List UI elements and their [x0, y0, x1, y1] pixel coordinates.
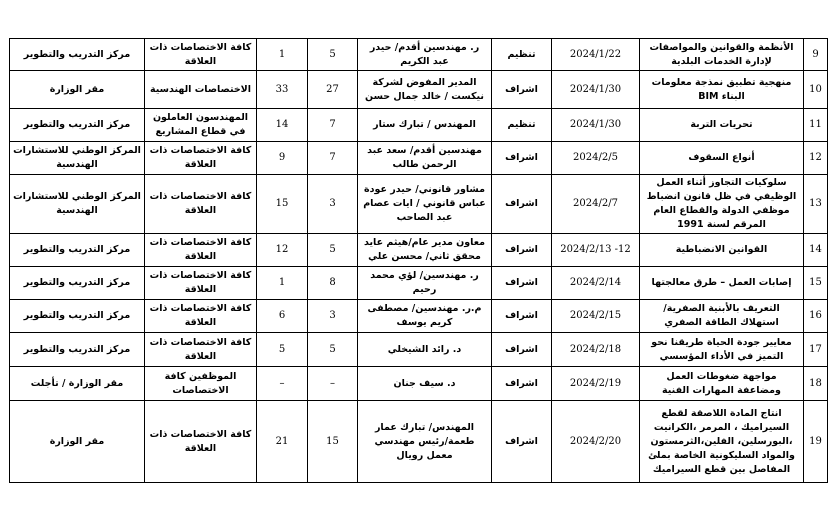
course-days: 5 — [308, 333, 358, 367]
course-date: 2024/1/30 — [552, 71, 640, 109]
row-number: 10 — [804, 71, 828, 109]
course-title: منهجية تطبيق نمذجة معلومات البناء BIM — [640, 71, 804, 109]
target-group: المهندسون العاملون في قطاع المشاريع — [145, 109, 257, 142]
course-date: 2024/1/22 — [552, 39, 640, 71]
course-date: 2024/2/7 — [552, 175, 640, 234]
course-days: 7 — [308, 109, 358, 142]
target-group: كافة الاختصاصات ذات العلاقة — [145, 39, 257, 71]
row-number: 13 — [804, 175, 828, 234]
target-group: كافة الاختصاصات ذات العلاقة — [145, 401, 257, 483]
course-date: 2024/2/20 — [552, 401, 640, 483]
target-group: كافة الاختصاصات ذات العلاقة — [145, 333, 257, 367]
course-title: انتاج المادة اللاصقة لقطع السيراميك ، المرمر ،الكرانيت ،البورسلين، الفلين،الثرمستون والمواد السليكونية الخاصة بملئ المفاصل بين قطع السيراميك — [640, 401, 804, 483]
course-date: 2024/2/18 — [552, 333, 640, 367]
table-row — [10, 175, 828, 234]
training-schedule-table — [9, 38, 828, 483]
course-lecturer: مهندسين أقدم/ سعد عبد الرحمن طالب — [358, 142, 492, 175]
row-number: 12 — [804, 142, 828, 175]
row-number: 14 — [804, 234, 828, 267]
course-title: القوانين الانضباطية — [640, 234, 804, 267]
table-row — [10, 300, 828, 333]
course-title: إصابات العمل – طرق معالجتها — [640, 267, 804, 300]
target-group: كافة الاختصاصات ذات العلاقة — [145, 300, 257, 333]
participant-count: 9 — [257, 142, 308, 175]
target-group: الموظفين كافة الاختصاصات — [145, 367, 257, 401]
course-days: 3 — [308, 175, 358, 234]
course-location: مركز التدريب والتطوير — [10, 333, 145, 367]
course-date: 2024/2/14 — [552, 267, 640, 300]
course-location: مركز التدريب والتطوير — [10, 234, 145, 267]
course-date: 2024/1/30 — [552, 109, 640, 142]
participant-count: 1 — [257, 267, 308, 300]
course-location: مقر الوزارة — [10, 401, 145, 483]
course-days: 7 — [308, 142, 358, 175]
course-lecturer: ر. مهندسين/ لؤي محمد رحيم — [358, 267, 492, 300]
participant-count: 14 — [257, 109, 308, 142]
course-date: 2024/2/19 — [552, 367, 640, 401]
course-location: مركز التدريب والتطوير — [10, 300, 145, 333]
course-title: أنواع السقوف — [640, 142, 804, 175]
course-lecturer: معاون مدير عام/هيثم عايد محقق ثاني/ محسن علي — [358, 234, 492, 267]
course-days: 3 — [308, 300, 358, 333]
course-location: مركز التدريب والتطوير — [10, 39, 145, 71]
table-row — [10, 109, 828, 142]
participant-count: 33 — [257, 71, 308, 109]
course-type: اشراف — [492, 300, 552, 333]
course-title: تحريات التربة — [640, 109, 804, 142]
course-days: 27 — [308, 71, 358, 109]
course-lecturer: المهندس/ تبارك عمار طعمة/رئيس مهندسي معمل رويال — [358, 401, 492, 483]
course-type: تنظيم — [492, 109, 552, 142]
table-row — [10, 39, 828, 71]
participant-count: – — [257, 367, 308, 401]
target-group: كافة الاختصاصات ذات العلاقة — [145, 267, 257, 300]
row-number: 15 — [804, 267, 828, 300]
row-number: 19 — [804, 401, 828, 483]
row-number: 18 — [804, 367, 828, 401]
course-type: اشراف — [492, 175, 552, 234]
course-title: معايير جودة الحياة طريقنا نحو التميز في الأداء المؤسسي — [640, 333, 804, 367]
course-lecturer: المهندس / تبارك ستار — [358, 109, 492, 142]
participant-count: 21 — [257, 401, 308, 483]
table-row — [10, 71, 828, 109]
course-days: 5 — [308, 39, 358, 71]
course-location: مقر الوزارة — [10, 71, 145, 109]
course-location: المركز الوطني للاستشارات الهندسية — [10, 142, 145, 175]
course-date: 2024/2/5 — [552, 142, 640, 175]
course-title: الأنظمة والقوانين والمواصفات لإدارة الخدمات البلدية — [640, 39, 804, 71]
course-title: مواجهة ضغوطات العمل ومضاعفة المهارات الفنية — [640, 367, 804, 401]
target-group: كافة الاختصاصات ذات العلاقة — [145, 234, 257, 267]
document-page — [9, 38, 827, 483]
course-location: مركز التدريب والتطوير — [10, 267, 145, 300]
course-lecturer: ر. مهندسين أقدم/ حيدر عبد الكريم — [358, 39, 492, 71]
target-group: كافة الاختصاصات ذات العلاقة — [145, 142, 257, 175]
participant-count: 5 — [257, 333, 308, 367]
row-number: 16 — [804, 300, 828, 333]
course-days: 8 — [308, 267, 358, 300]
course-lecturer: د. سيف جنان — [358, 367, 492, 401]
course-days: 15 — [308, 401, 358, 483]
table-row — [10, 401, 828, 483]
course-lecturer: م.ر. مهندسين/ مصطفى كريم يوسف — [358, 300, 492, 333]
course-type: تنظيم — [492, 39, 552, 71]
table-row — [10, 234, 828, 267]
course-location: المركز الوطني للاستشارات الهندسية — [10, 175, 145, 234]
course-title: التعريف بالأبنية الصفرية/ استهلاك الطاقة الصفري — [640, 300, 804, 333]
table-row — [10, 267, 828, 300]
course-days: – — [308, 367, 358, 401]
course-type: اشراف — [492, 234, 552, 267]
target-group: الاختصاصات الهندسية — [145, 71, 257, 109]
course-lecturer: مشاور قانوني/ حيدر عودة عباس قانوني / ايات عصام عبد الصاحب — [358, 175, 492, 234]
course-date: 2024/2/15 — [552, 300, 640, 333]
course-type: اشراف — [492, 367, 552, 401]
target-group: كافة الاختصاصات ذات العلاقة — [145, 175, 257, 234]
row-number: 9 — [804, 39, 828, 71]
participant-count: 6 — [257, 300, 308, 333]
participant-count: 15 — [257, 175, 308, 234]
course-type: اشراف — [492, 267, 552, 300]
course-location: مقر الوزارة / تأجلت — [10, 367, 145, 401]
course-lecturer: د. رائد الشيخلي — [358, 333, 492, 367]
course-lecturer: المدير المفوض لشركة نيكست / خالد جمال حسن — [358, 71, 492, 109]
course-type: اشراف — [492, 142, 552, 175]
course-type: اشراف — [492, 71, 552, 109]
participant-count: 1 — [257, 39, 308, 71]
table-row — [10, 333, 828, 367]
course-title: سلوكيات التجاوز أثناء العمل الوظيفي في ظل قانون انضباط موظفي الدولة والقطاع العام المرقم لسنة 1991 — [640, 175, 804, 234]
row-number: 11 — [804, 109, 828, 142]
course-type: اشراف — [492, 401, 552, 483]
course-location: مركز التدريب والتطوير — [10, 109, 145, 142]
row-number: 17 — [804, 333, 828, 367]
table-row — [10, 142, 828, 175]
course-date: 12- 2024/2/13 — [552, 234, 640, 267]
course-days: 5 — [308, 234, 358, 267]
table-row — [10, 367, 828, 401]
participant-count: 12 — [257, 234, 308, 267]
course-type: اشراف — [492, 333, 552, 367]
